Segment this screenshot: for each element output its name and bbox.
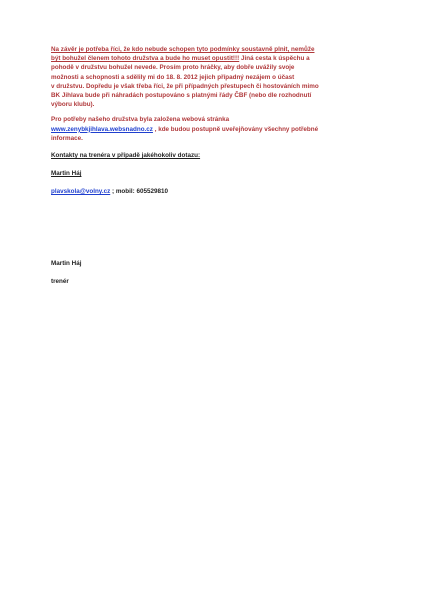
document-body <box>51 45 391 286</box>
website-description: , kde budou postupně uveřejňovány všechny potřebné <box>152 125 319 133</box>
website-paragraph <box>51 115 391 143</box>
closing-conditions-paragraph <box>51 45 391 109</box>
warning-line-1: Na závěr je potřeba říci, že kdo nebude schopen tyto podmínky soustavně plnit, nemůže <box>51 46 315 53</box>
text-line-6: BK Jihlava bude při náhradách postupováno s platnými řády ČBF (nebo dle rozhodnutí <box>51 92 312 100</box>
text-line-4: možnosti a schopnosti a sdělily mi do 18. 8. 2012 jejich případný nezájem o účast <box>51 73 295 81</box>
signature-name: Martin Háj <box>51 259 82 267</box>
website-intro: Pro potřeby našeho družstva byla založena webová stránka <box>51 116 230 124</box>
signature-role-paragraph <box>51 277 391 286</box>
website-info-word: informace. <box>51 134 83 142</box>
contacts-heading: Kontakty na trenéra v případě jakéhokoliv dotazu: <box>51 152 201 160</box>
signature-name-paragraph <box>51 259 391 268</box>
phone-text: ; mobil: 605529810 <box>110 188 168 196</box>
text-line-7: výboru klubu). <box>51 101 95 109</box>
contact-details-paragraph <box>51 187 391 196</box>
email-link[interactable]: plavskola@volny.cz <box>51 188 111 196</box>
text-line-5: v družstvu. Dopředu je však třeba říci, že při případných přestupech či hostováních mimo <box>51 82 319 90</box>
warning-line-2: být bohužel členem tohoto družstva a bude ho muset opustit!!! <box>51 55 240 63</box>
coach-name: Martin Háj <box>51 170 82 178</box>
signature-role: trenér <box>51 277 69 285</box>
text-line-2-rest: Jiná cesta k úspěchu a <box>239 55 310 63</box>
website-link[interactable]: www.zenybkjihlava.websnadno.cz <box>51 125 153 133</box>
text-line-3: pohodě v družstvu bohužel nevede. Prosím proto hráčky, aby dobře uvážily svoje <box>51 64 295 72</box>
coach-name-paragraph <box>51 169 391 178</box>
contacts-heading-paragraph <box>51 151 391 160</box>
